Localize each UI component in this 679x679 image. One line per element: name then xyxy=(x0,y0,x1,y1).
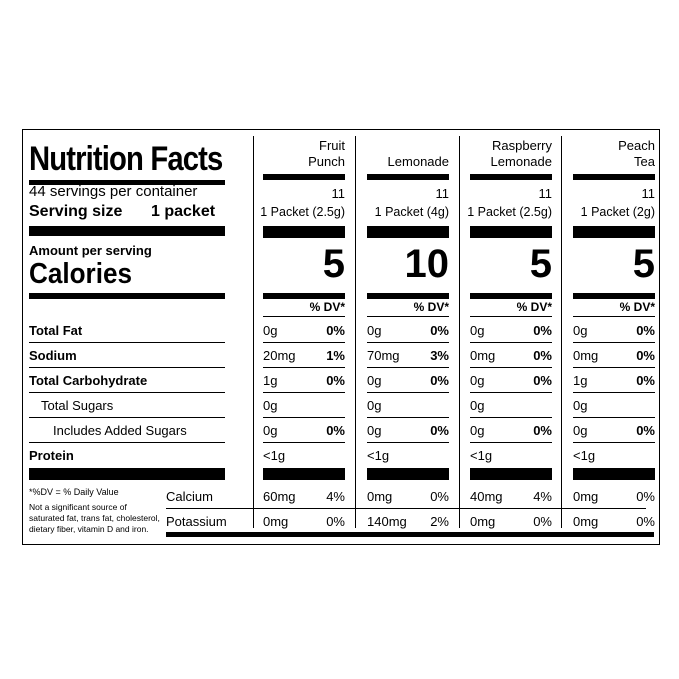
flavor-protein-rule xyxy=(573,468,655,480)
flavor-nutrient-dv: 1% xyxy=(326,348,345,363)
total-fat-label: Total Fat xyxy=(29,323,83,338)
flavor-row-rule xyxy=(470,442,552,443)
flavor-name-line1: Peach xyxy=(618,138,655,153)
nutrient-row-rule xyxy=(29,367,225,368)
flavor-nutrient-amount: 0g xyxy=(573,323,588,338)
flavor-nutrient-dv: 0% xyxy=(326,373,345,388)
flavor-nutrient-amount: 1g xyxy=(573,373,588,388)
flavor-name-rule xyxy=(263,174,345,180)
flavor-serving-size: 1 Packet (4g) xyxy=(374,205,449,219)
nutrient-row-rule xyxy=(29,417,225,418)
column-divider xyxy=(561,136,562,528)
bottom-rule xyxy=(166,532,654,537)
flavor-nutrient-amount: 0g xyxy=(367,398,382,413)
flavor-nutrient-amount: 0g xyxy=(470,423,485,438)
flavor-calories: 10 xyxy=(404,242,449,286)
flavor-nutrient-amount: <1g xyxy=(367,448,390,463)
flavor-row-rule xyxy=(263,342,345,343)
added-sugars-label: Includes Added Sugars xyxy=(53,423,187,438)
flavor-serving-size: 1 Packet (2.5g) xyxy=(260,205,345,219)
flavor-row-rule xyxy=(573,442,655,443)
flavor-row-rule xyxy=(470,392,552,393)
flavor-nutrient-amount: 0g xyxy=(573,398,588,413)
flavor-serving-rule xyxy=(367,226,449,238)
flavor-dv-rule xyxy=(470,316,552,317)
flavor-row-rule xyxy=(367,392,449,393)
flavor-row-rule xyxy=(367,442,449,443)
flavor-nutrient-dv: 0% xyxy=(533,373,552,388)
flavor-calories: 5 xyxy=(322,242,345,286)
flavor-dv-header: % DV* xyxy=(413,300,449,314)
flavor-nutrient-dv: 0% xyxy=(326,323,345,338)
flavor-potassium-dv: 2% xyxy=(430,514,449,529)
flavor-calcium-dv: 0% xyxy=(430,489,449,504)
flavor-nutrient-amount: 0g xyxy=(470,398,485,413)
dv-footnote: *%DV = % Daily Value xyxy=(29,487,119,497)
flavor-row-rule xyxy=(470,342,552,343)
flavor-nutrient-dv: 0% xyxy=(430,423,449,438)
flavor-serving-rule xyxy=(263,226,345,238)
flavor-calories-rule xyxy=(573,293,655,299)
flavor-row-rule xyxy=(263,392,345,393)
flavor-servings: 11 xyxy=(538,186,552,201)
flavor-name-line2: Punch xyxy=(308,154,345,169)
flavor-name-line2: Lemonade xyxy=(387,154,449,169)
flavor-nutrient-dv: 0% xyxy=(636,323,655,338)
flavor-nutrient-dv: 0% xyxy=(636,348,655,363)
flavor-nutrient-amount: <1g xyxy=(573,448,596,463)
flavor-nutrient-amount: 0g xyxy=(470,323,485,338)
flavor-calories-rule xyxy=(367,293,449,299)
flavor-row-rule xyxy=(367,342,449,343)
flavor-potassium-amount: 140mg xyxy=(367,514,407,529)
flavor-nutrient-amount: 20mg xyxy=(263,348,296,363)
flavor-servings: 11 xyxy=(435,186,449,201)
flavor-nutrient-dv: 0% xyxy=(533,423,552,438)
total-sugars-label: Total Sugars xyxy=(41,398,114,413)
flavor-calcium-amount: 0mg xyxy=(367,489,393,504)
flavor-nutrient-amount: 0g xyxy=(367,423,382,438)
calories-rule xyxy=(29,293,225,299)
flavor-nutrient-dv: 0% xyxy=(636,373,655,388)
amount-per-serving: Amount per serving xyxy=(29,243,152,258)
protein-bottom-rule xyxy=(29,468,225,480)
calories-label: Calories xyxy=(29,258,133,290)
flavor-potassium-amount: 0mg xyxy=(573,514,599,529)
flavor-potassium-dv: 0% xyxy=(636,514,655,529)
flavor-nutrient-amount: 0g xyxy=(367,323,382,338)
flavor-protein-rule xyxy=(470,468,552,480)
flavor-nutrient-dv: 0% xyxy=(636,423,655,438)
flavor-potassium-dv: 0% xyxy=(326,514,345,529)
panel-title: Nutrition Facts xyxy=(29,140,223,178)
potassium-label: Potassium xyxy=(166,514,227,529)
flavor-nutrient-amount: 0g xyxy=(263,323,278,338)
flavor-nutrient-amount: <1g xyxy=(470,448,493,463)
nutrient-row-rule xyxy=(29,342,225,343)
flavor-name-line2: Lemonade xyxy=(490,154,552,169)
flavor-calories: 5 xyxy=(632,242,655,286)
flavor-nutrient-amount: 1g xyxy=(263,373,278,388)
flavor-row-rule xyxy=(573,342,655,343)
flavor-nutrient-amount: 0g xyxy=(470,373,485,388)
flavor-servings: 11 xyxy=(641,186,655,201)
flavor-nutrient-dv: 0% xyxy=(430,373,449,388)
flavor-row-rule xyxy=(470,417,552,418)
flavor-nutrient-dv: 0% xyxy=(430,323,449,338)
flavor-calories-rule xyxy=(470,293,552,299)
flavor-dv-header: % DV* xyxy=(619,300,655,314)
serving-size-label: Serving size xyxy=(29,203,123,220)
flavor-row-rule xyxy=(367,367,449,368)
flavor-name-rule xyxy=(470,174,552,180)
flavor-potassium-amount: 0mg xyxy=(470,514,496,529)
flavor-nutrient-amount: 0g xyxy=(367,373,382,388)
sodium-label: Sodium xyxy=(29,348,77,363)
column-divider xyxy=(253,136,254,528)
flavor-nutrient-amount: 0g xyxy=(263,398,278,413)
flavor-calcium-amount: 40mg xyxy=(470,489,503,504)
flavor-name-rule xyxy=(573,174,655,180)
flavor-name-line1: Fruit xyxy=(319,138,345,153)
flavor-nutrient-amount: 70mg xyxy=(367,348,400,363)
serving-size-value: 1 packet xyxy=(151,203,216,220)
flavor-calcium-dv: 4% xyxy=(326,489,345,504)
column-divider xyxy=(355,136,356,528)
flavor-nutrient-dv: 0% xyxy=(533,348,552,363)
flavor-row-rule xyxy=(263,442,345,443)
flavor-dv-rule xyxy=(573,316,655,317)
flavor-row-rule xyxy=(470,367,552,368)
flavor-name-line2: Tea xyxy=(634,154,655,169)
flavor-serving-rule xyxy=(573,226,655,238)
flavor-nutrient-amount: 0g xyxy=(573,423,588,438)
flavor-calories-rule xyxy=(263,293,345,299)
flavor-calcium-dv: 0% xyxy=(636,489,655,504)
nutrition-facts-panel xyxy=(22,129,660,545)
flavor-name-rule xyxy=(367,174,449,180)
flavor-row-rule xyxy=(573,367,655,368)
flavor-potassium-amount: 0mg xyxy=(263,514,289,529)
servings-per-container: 44 servings per container xyxy=(29,183,198,200)
nutrient-row-rule xyxy=(29,392,225,393)
flavor-calcium-dv: 4% xyxy=(533,489,552,504)
flavor-row-rule xyxy=(573,392,655,393)
flavor-nutrient-dv: 0% xyxy=(326,423,345,438)
flavor-row-rule xyxy=(367,417,449,418)
flavor-dv-header: % DV* xyxy=(516,300,552,314)
flavor-calcium-amount: 60mg xyxy=(263,489,296,504)
total-carbohydrate-label: Total Carbohydrate xyxy=(29,373,148,388)
not-significant-footnote: Not a significant source of saturated fat, trans fat, cholesterol, dietary fiber, vitamin D and iron. xyxy=(29,502,160,534)
flavor-row-rule xyxy=(263,417,345,418)
flavor-serving-rule xyxy=(470,226,552,238)
flavor-calories: 5 xyxy=(529,242,552,286)
flavor-nutrient-amount: 0g xyxy=(263,423,278,438)
flavor-serving-size: 1 Packet (2.5g) xyxy=(467,205,552,219)
flavor-name-line1: Raspberry xyxy=(492,138,552,153)
calcium-label: Calcium xyxy=(166,489,213,504)
calcium-rule xyxy=(166,508,646,509)
flavor-protein-rule xyxy=(263,468,345,480)
column-divider xyxy=(459,136,460,528)
flavor-nutrient-amount: 0mg xyxy=(470,348,496,363)
serving-thick-rule xyxy=(29,226,225,236)
flavor-nutrient-amount: 0mg xyxy=(573,348,599,363)
flavor-nutrient-dv: 0% xyxy=(533,323,552,338)
flavor-row-rule xyxy=(263,367,345,368)
flavor-protein-rule xyxy=(367,468,449,480)
flavor-serving-size: 1 Packet (2g) xyxy=(580,205,655,219)
flavor-row-rule xyxy=(573,417,655,418)
flavor-dv-header: % DV* xyxy=(309,300,345,314)
flavor-potassium-dv: 0% xyxy=(533,514,552,529)
flavor-servings: 11 xyxy=(331,186,345,201)
flavor-calcium-amount: 0mg xyxy=(573,489,599,504)
flavor-nutrient-amount: <1g xyxy=(263,448,286,463)
protein-label: Protein xyxy=(29,448,74,463)
flavor-dv-rule xyxy=(263,316,345,317)
flavor-dv-rule xyxy=(367,316,449,317)
flavor-nutrient-dv: 3% xyxy=(430,348,449,363)
nutrient-row-rule xyxy=(29,442,225,443)
